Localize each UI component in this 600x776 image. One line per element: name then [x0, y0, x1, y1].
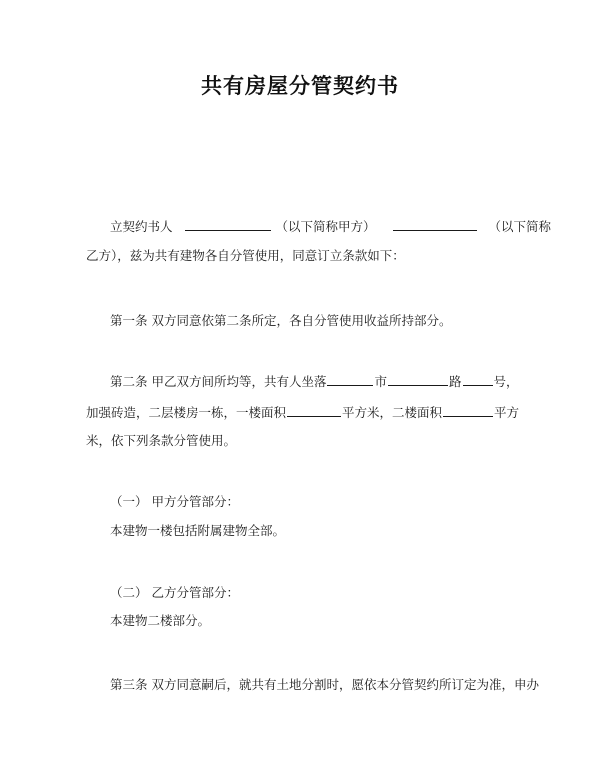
- article-2-text-7: 平方: [494, 405, 520, 420]
- second-floor-area-blank: [443, 404, 493, 417]
- article-2-text-2: 市: [374, 374, 387, 389]
- article-2-text-4: 号，: [493, 374, 519, 389]
- article-3-line-1: 第三条 双方同意嗣后，就共有土地分割时，愿依本分管契约所订定为准，申办: [110, 677, 539, 692]
- first-floor-area-blank: [287, 404, 341, 417]
- article-2-line-2: [86, 404, 519, 421]
- article-2-text-6: 平方米，二楼面积: [342, 405, 443, 420]
- document-title: 共有房屋分管契约书: [201, 74, 399, 98]
- preamble-line-1: [110, 218, 551, 235]
- preamble-text-3: （以下简称: [488, 219, 551, 234]
- section-a-body: 本建物一楼包括附属建物全部。: [110, 523, 286, 538]
- preamble-text-2: （以下简称甲方）: [275, 219, 376, 234]
- preamble-line-2: 乙方），兹为共有建物各自分管使用，同意订立条款如下：: [86, 248, 405, 263]
- article-2-text-3: 路: [449, 374, 462, 389]
- party-b-name-blank: [393, 218, 477, 231]
- section-a-heading: （一） 甲方分管部分：: [110, 494, 239, 509]
- article-2-text-1: 第二条 甲乙双方间所均等，共有人坐落: [110, 374, 327, 389]
- preamble-text-1: 立契约书人: [110, 219, 173, 234]
- article-1: 第一条 双方同意依第二条所定，各自分管使用收益所持部分。: [110, 313, 452, 328]
- road-blank: [388, 373, 448, 386]
- article-2-text-5: 加强砖造，二层楼房一栋，一楼面积: [86, 405, 287, 420]
- section-b-heading: （二） 乙方分管部分：: [110, 585, 239, 600]
- number-blank: [463, 373, 493, 386]
- city-blank: [327, 373, 373, 386]
- article-2-line-1: [110, 373, 519, 390]
- party-a-name-blank: [185, 218, 271, 231]
- article-2-line-3: 米，依下列条款分管使用。: [86, 433, 237, 448]
- section-b-body: 本建物二楼部分。: [110, 613, 211, 628]
